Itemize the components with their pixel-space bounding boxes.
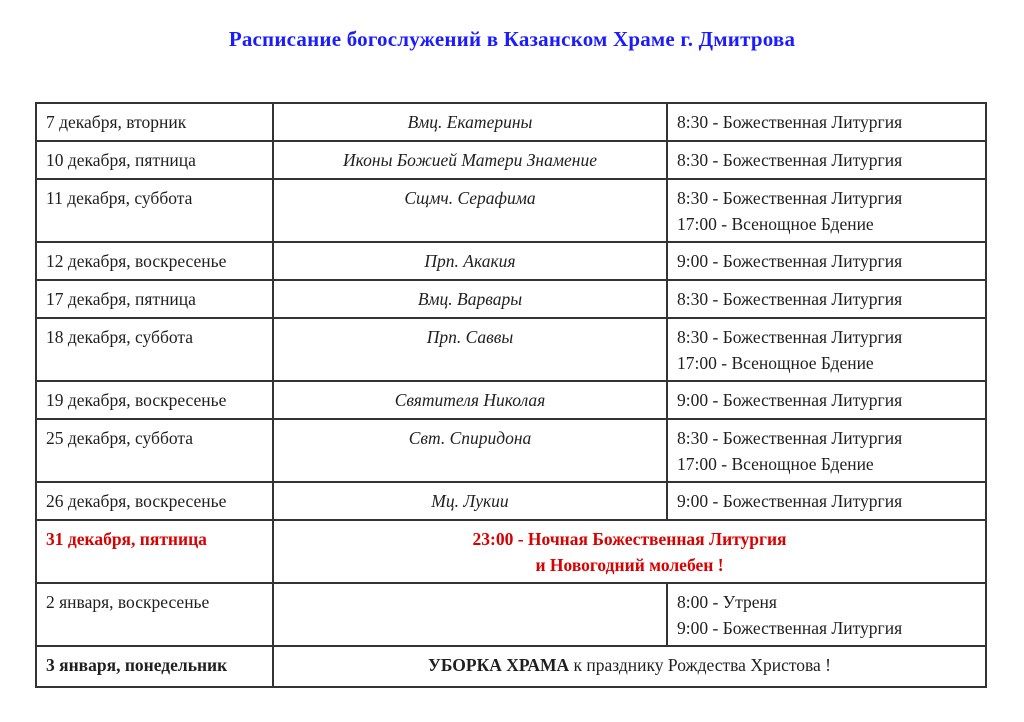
service-line: 8:00 - Утреня <box>677 592 777 612</box>
date-cell: 2 января, воскресенье <box>36 583 273 646</box>
date-cell: 18 декабря, суббота <box>36 318 273 381</box>
cleaning-announcement-cell <box>273 646 986 687</box>
special-announcement-cell <box>273 520 986 583</box>
service-line: 8:30 - Божественная Литургия <box>677 428 903 448</box>
date-cell: 19 декабря, воскресенье <box>36 381 273 419</box>
table-row <box>36 242 986 280</box>
table-row <box>36 381 986 419</box>
feast-cell: Вмц. Екатерины <box>273 103 667 141</box>
services-cell <box>667 318 986 381</box>
service-line: 8:30 - Божественная Литургия <box>677 289 903 309</box>
feast-cell: Свт. Спиридона <box>273 419 667 482</box>
table-row-cleaning <box>36 646 986 687</box>
feast-cell: Вмц. Варвары <box>273 280 667 318</box>
feast-cell: Иконы Божией Матери Знамение <box>273 141 667 179</box>
date-cell: 3 января, понедельник <box>36 646 273 687</box>
schedule-table <box>35 102 987 688</box>
date-cell: 7 декабря, вторник <box>36 103 273 141</box>
announcement-rest-text: к празднику Рождества Христова ! <box>573 655 832 675</box>
service-line: 9:00 - Божественная Литургия <box>677 618 903 638</box>
announcement-bold-text: УБОРКА ХРАМА <box>427 655 570 675</box>
date-cell: 25 декабря, суббота <box>36 419 273 482</box>
services-cell <box>667 381 986 419</box>
feast-cell: Мц. Лукии <box>273 482 667 520</box>
service-line: 8:30 - Божественная Литургия <box>677 112 903 132</box>
page-title: Расписание богослужений в Казанском Храме г. Дмитрова <box>228 27 796 51</box>
table-row <box>36 482 986 520</box>
service-line: 8:30 - Божественная Литургия <box>677 327 903 347</box>
services-cell <box>667 583 986 646</box>
services-cell <box>667 280 986 318</box>
service-line: 9:00 - Божественная Литургия <box>677 251 903 271</box>
service-line: 17:00 - Всенощное Бдение <box>677 353 874 373</box>
services-cell <box>667 242 986 280</box>
feast-cell <box>273 583 667 646</box>
feast-cell: Прп. Акакия <box>273 242 667 280</box>
table-row <box>36 103 986 141</box>
table-row <box>36 318 986 381</box>
date-cell: 31 декабря, пятница <box>36 520 273 583</box>
feast-cell: Святителя Николая <box>273 381 667 419</box>
service-line: 9:00 - Божественная Литургия <box>677 491 903 511</box>
feast-cell: Сщмч. Серафима <box>273 179 667 242</box>
services-cell <box>667 419 986 482</box>
services-cell <box>667 103 986 141</box>
date-cell: 12 декабря, воскресенье <box>36 242 273 280</box>
service-line: 8:30 - Божественная Литургия <box>677 188 903 208</box>
services-cell <box>667 141 986 179</box>
table-row <box>36 583 986 646</box>
services-cell <box>667 179 986 242</box>
date-cell: 10 декабря, пятница <box>36 141 273 179</box>
service-line: 8:30 - Божественная Литургия <box>677 150 903 170</box>
date-cell: 17 декабря, пятница <box>36 280 273 318</box>
services-cell <box>667 482 986 520</box>
announcement-line: 23:00 - Ночная Божественная Литургия <box>472 529 787 549</box>
table-row <box>36 179 986 242</box>
date-cell: 26 декабря, воскресенье <box>36 482 273 520</box>
table-row <box>36 280 986 318</box>
service-line: 17:00 - Всенощное Бдение <box>677 454 874 474</box>
date-cell: 11 декабря, суббота <box>36 179 273 242</box>
table-row <box>36 419 986 482</box>
feast-cell: Прп. Саввы <box>273 318 667 381</box>
table-row <box>36 141 986 179</box>
table-row-special-new-year <box>36 520 986 583</box>
service-line: 17:00 - Всенощное Бдение <box>677 214 874 234</box>
service-line: 9:00 - Божественная Литургия <box>677 390 903 410</box>
announcement-line: и Новогодний молебен ! <box>535 555 724 575</box>
